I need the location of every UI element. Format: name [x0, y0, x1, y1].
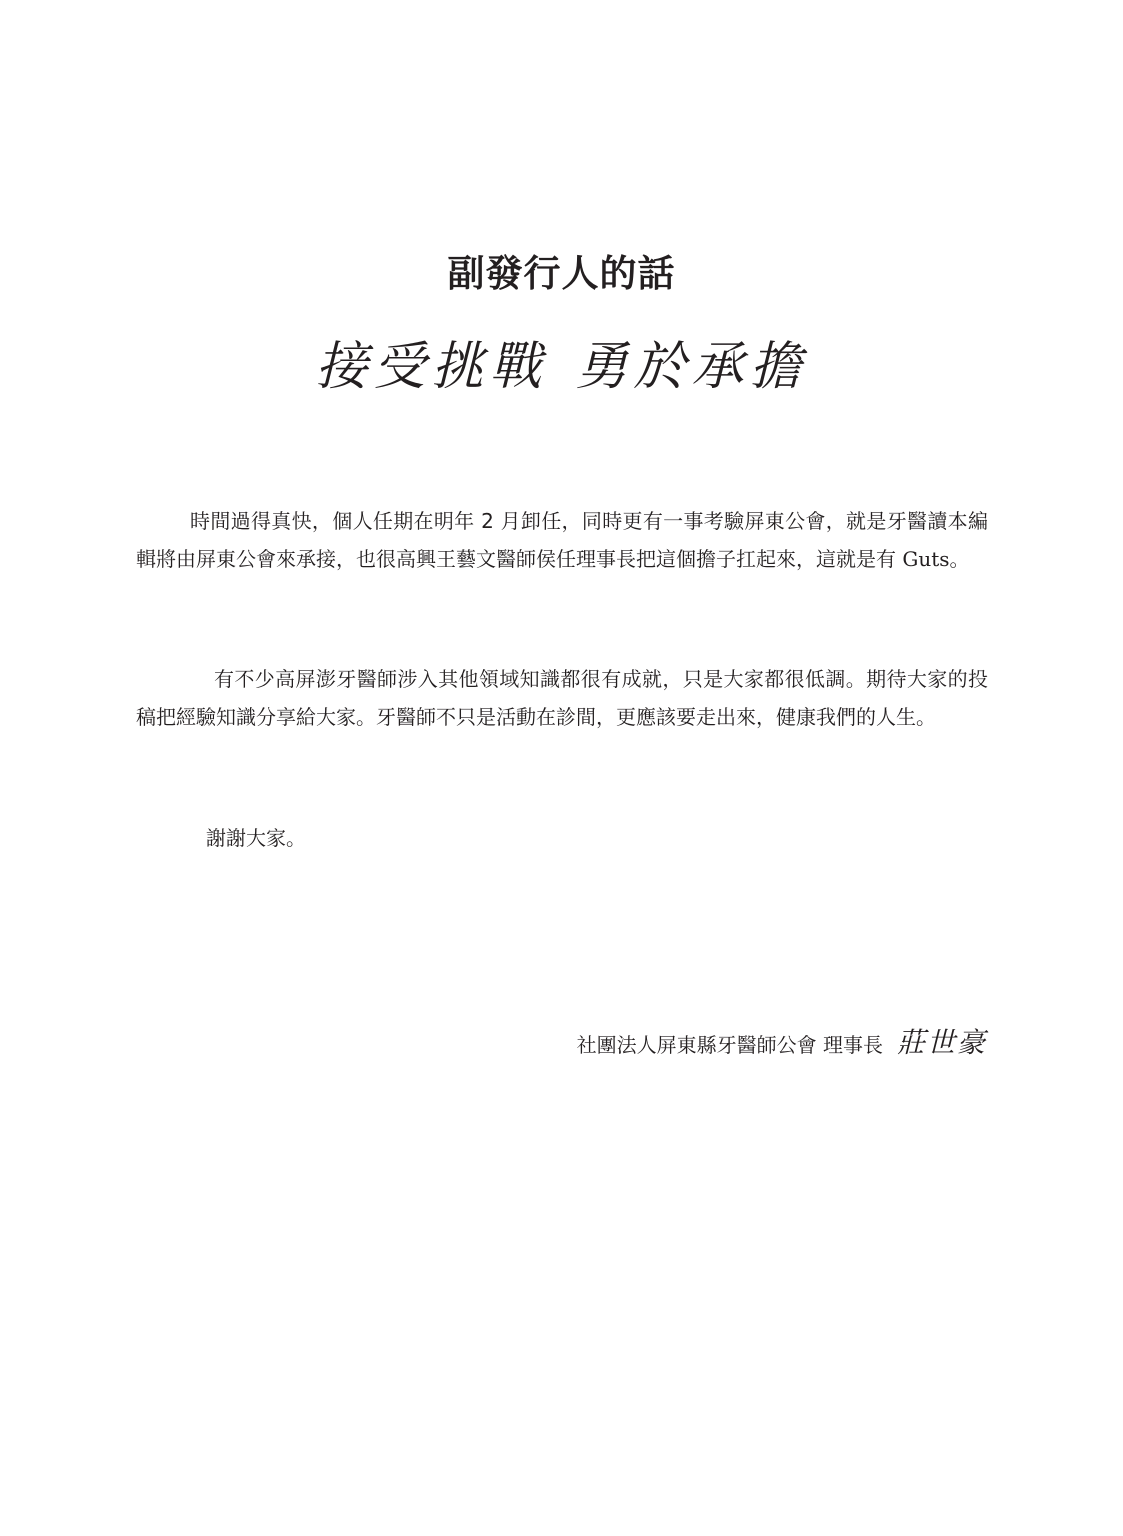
- subtitle-part-1: 接受挑戰: [315, 337, 548, 397]
- signature-name: 莊世豪: [896, 1026, 987, 1059]
- paragraph-1: [136, 502, 988, 578]
- signature-block: [577, 1023, 987, 1065]
- paragraph-3: 謝謝大家。: [206, 826, 306, 850]
- signature-title: 社團法人屏東縣牙醫師公會 理事長: [576, 1033, 883, 1057]
- paragraph-1-latin: Guts: [902, 547, 950, 571]
- page-heading: 副發行人的話: [447, 252, 676, 295]
- subtitle-part-2: 勇於承擔: [575, 337, 808, 397]
- paragraph-1-end: 。: [949, 547, 970, 571]
- paragraph-2: 有不少高屏澎牙醫師涉入其他領域知識都很有成就，只是大家都很低調。期待大家的投稿把經驗知識分享給大家。牙醫師不只是活動在診間，更應該要走出來，健康我們的人生。: [136, 667, 988, 729]
- calligraphy-subtitle: [0, 335, 1123, 399]
- paragraph-1-text: 時間過得真快，個人任期在明年 2 月卸任，同時更有一事考驗屏東公會，就是牙醫讀本編輯將由屏東公會來承接，也很高興王藝文醫師侯任理事長把這個擔子扛起來，這就是有: [136, 509, 988, 571]
